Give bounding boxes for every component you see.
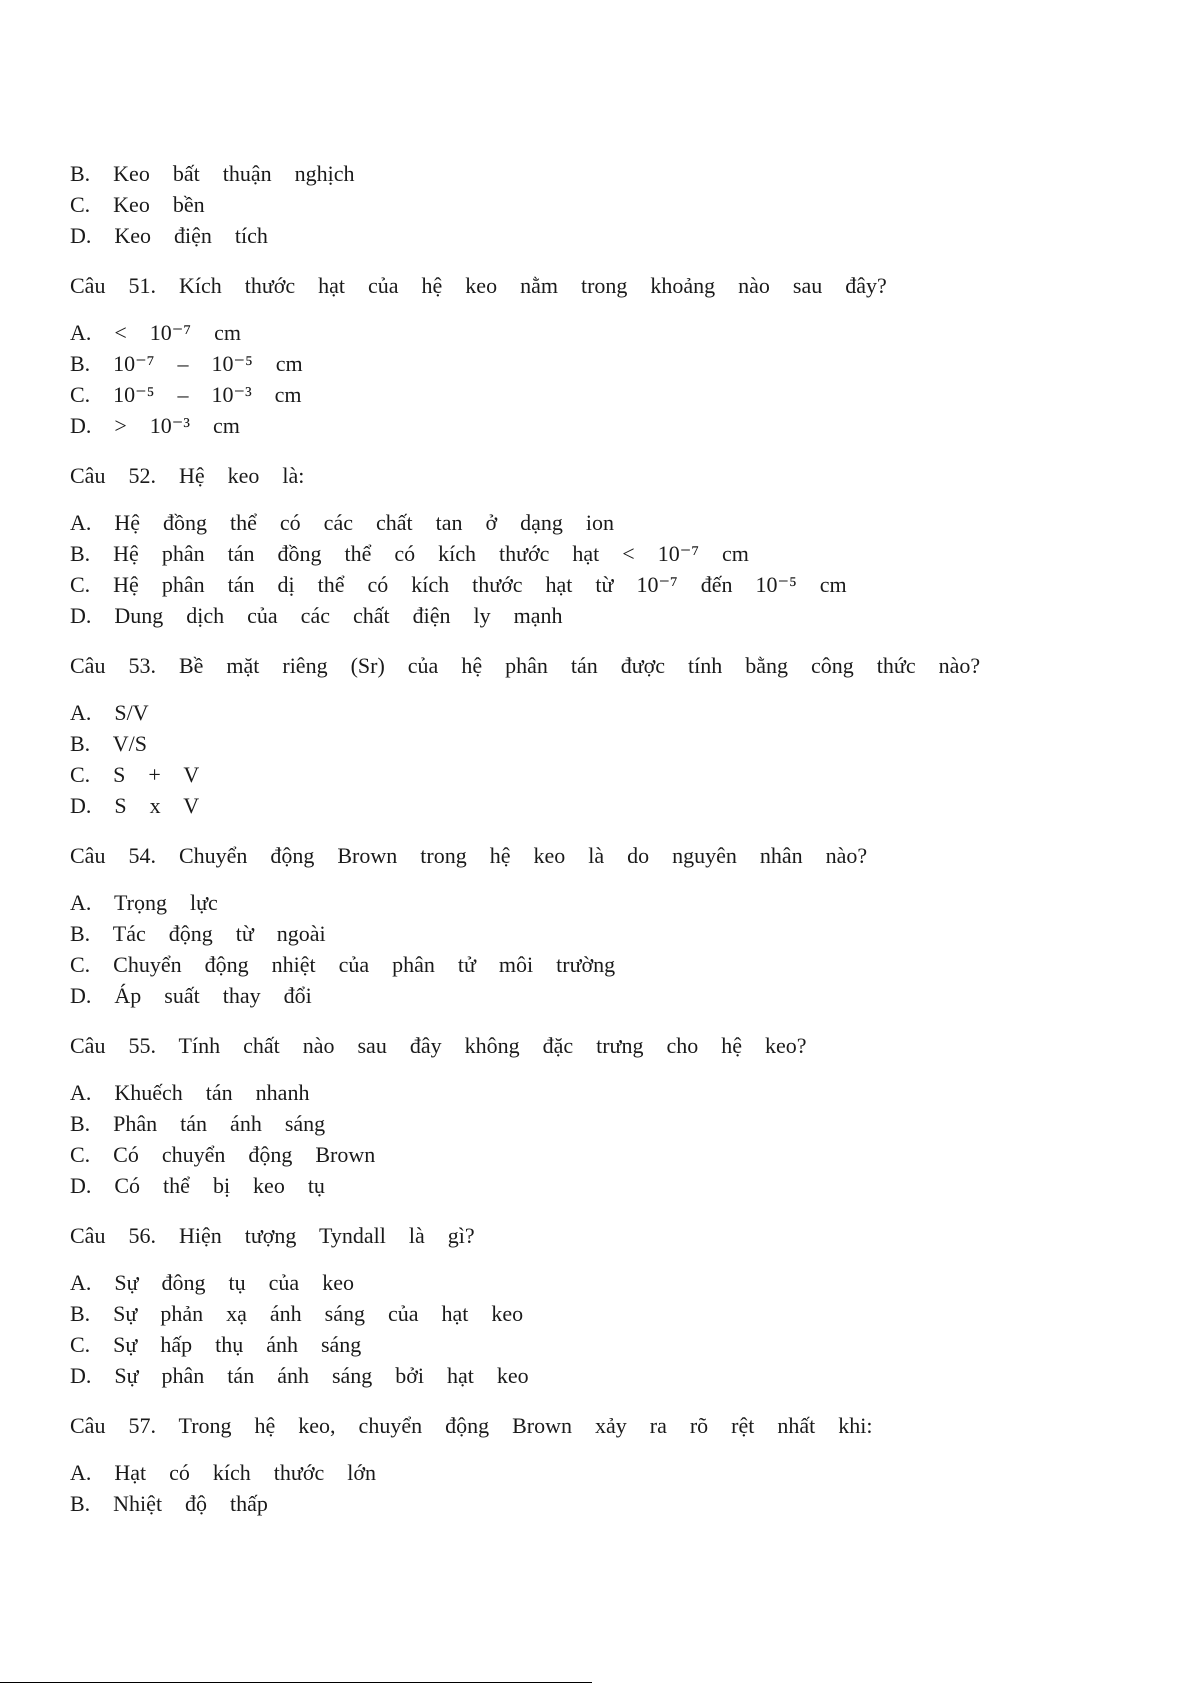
document-page [70,158,1130,1519]
option-d: D. Dung dịch của các chất điện ly mạnh [70,603,563,628]
option-d: D. Áp suất thay đổi [70,983,312,1008]
options-list [70,317,1130,441]
option-a: A. S/V [70,700,149,725]
option-c: C. Sự hấp thụ ánh sáng [70,1332,362,1357]
option-a: A. Khuếch tán nhanh [70,1080,310,1105]
options-list [70,1457,1130,1519]
option-d: D. > 10⁻³ cm [70,413,240,438]
option-c: C. Chuyển động nhiệt của phân tử môi trường [70,952,616,977]
question-53: Câu 53. Bề mặt riêng (Sr) của hệ phân tán được tính bằng công thức nào? [70,653,981,678]
option-a: A. Hệ đồng thể có các chất tan ở dạng ion [70,510,615,535]
option-c: C. Hệ phân tán dị thể có kích thước hạt từ 10⁻⁷ đến 10⁻⁵ cm [70,572,847,597]
option-b: B. Phân tán ánh sáng [70,1111,326,1136]
option-a: A. < 10⁻⁷ cm [70,320,241,345]
option-d: D. Keo điện tích [70,223,268,248]
option-a: A. Sự đông tụ của keo [70,1270,354,1295]
question-52: Câu 52. Hệ keo là: [70,463,305,488]
option-c: C. Có chuyển động Brown [70,1142,376,1167]
option-b: B. Sự phản xạ ánh sáng của hạt keo [70,1301,524,1326]
option-d: D. Có thể bị keo tụ [70,1173,325,1198]
question-56: Câu 56. Hiện tượng Tyndall là gì? [70,1223,475,1248]
option-c: C. 10⁻⁵ – 10⁻³ cm [70,382,302,407]
options-list [70,1267,1130,1391]
options-list [70,697,1130,821]
options-list [70,887,1130,1011]
options-list [70,158,1130,251]
option-d: D. S x V [70,793,200,818]
option-b: B. Hệ phân tán đồng thể có kích thước hạt < 10⁻⁷ cm [70,541,749,566]
option-b: B. Tác động từ ngoài [70,921,326,946]
option-b: B. 10⁻⁷ – 10⁻⁵ cm [70,351,303,376]
option-a: A. Trọng lực [70,890,218,915]
question-54: Câu 54. Chuyển động Brown trong hệ keo là do nguyên nhân nào? [70,843,868,868]
options-list [70,507,1130,631]
option-d: D. Sự phân tán ánh sáng bởi hạt keo [70,1363,529,1388]
question-57: Câu 57. Trong hệ keo, chuyển động Brown xảy ra rõ rệt nhất khi: [70,1413,873,1438]
option-b: B. Nhiệt độ thấp [70,1491,268,1516]
option-c: C. Keo bền [70,192,205,217]
option-b: B. V/S [70,731,148,756]
option-c: C. S + V [70,762,200,787]
footer-rule [0,1682,592,1683]
option-a: A. Hạt có kích thước lớn [70,1460,376,1485]
option-b: B. Keo bất thuận nghịch [70,161,355,186]
question-51: Câu 51. Kích thước hạt của hệ keo nằm trong khoảng nào sau đây? [70,273,887,298]
options-list [70,1077,1130,1201]
question-55: Câu 55. Tính chất nào sau đây không đặc trưng cho hệ keo? [70,1033,807,1058]
